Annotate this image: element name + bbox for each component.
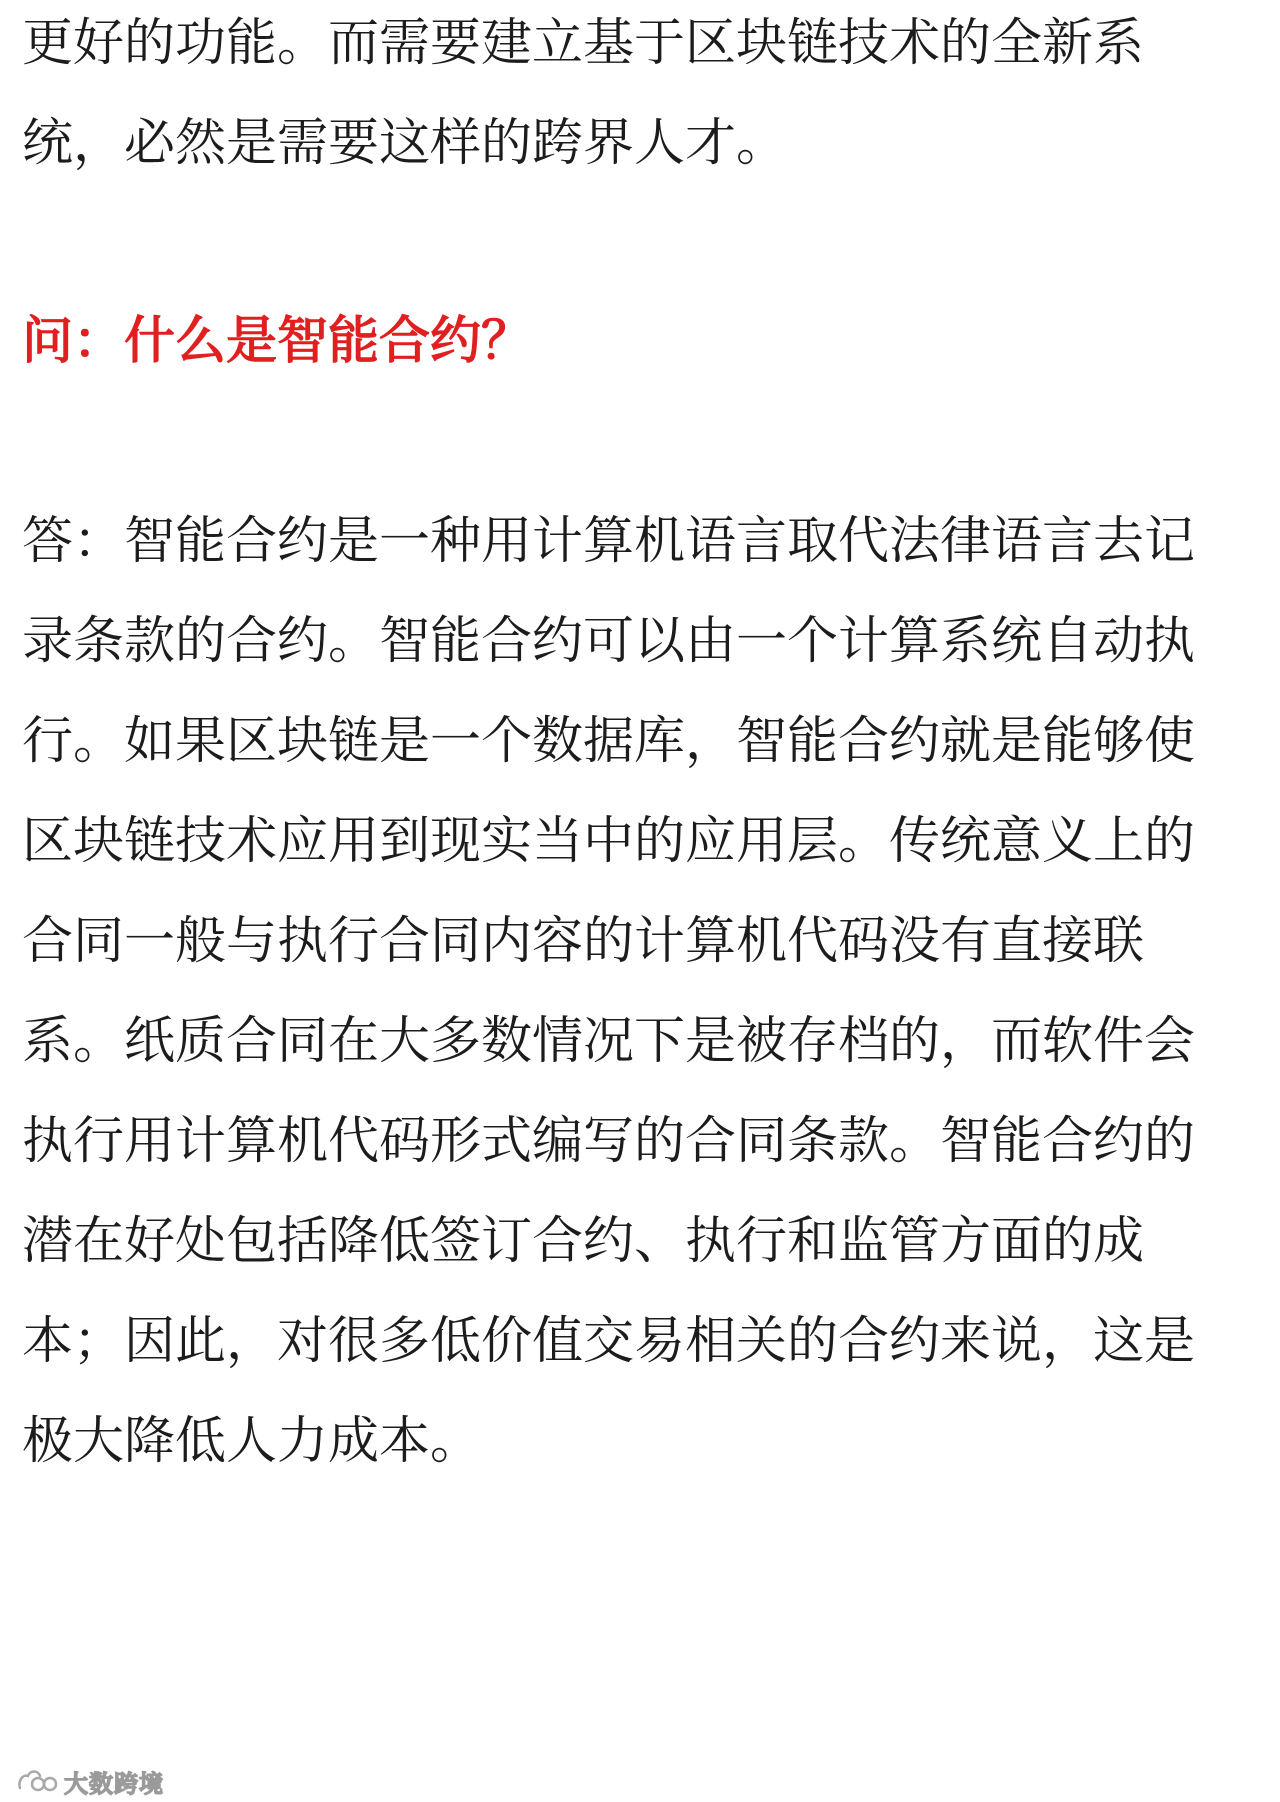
watermark-logo-icon — [16, 1768, 58, 1794]
answer-line-7: 执行用计算机代码形式编写的合同条款。智能合约的 — [22, 1112, 1196, 1171]
answer-line-3: 行。如果区块链是一个数据库，智能合约就是能够使 — [22, 712, 1196, 771]
watermark — [16, 1766, 164, 1796]
answer-line-5: 合同一般与执行合同内容的计算机代码没有直接联 — [22, 912, 1145, 971]
answer-line-8: 潜在好处包括降低签订合约、执行和监管方面的成 — [22, 1212, 1145, 1271]
answer-line-9: 本；因此，对很多低价值交易相关的合约来说，这是 — [22, 1312, 1196, 1371]
answer-line-4: 区块链技术应用到现实当中的应用层。传统意义上的 — [22, 812, 1196, 871]
answer-line-1: 答：智能合约是一种用计算机语言取代法律语言去记 — [22, 512, 1196, 571]
intro-line-1: 更好的功能。而需要建立基于区块链技术的全新系 — [22, 14, 1145, 73]
answer-line-2: 录条款的合约。智能合约可以由一个计算系统自动执 — [22, 612, 1196, 671]
answer-line-6: 系。纸质合同在大多数情况下是被存档的，而软件会 — [22, 1012, 1196, 1071]
watermark-text: 大数跨境 — [64, 1769, 164, 1798]
answer-line-10: 极大降低人力成本。 — [22, 1412, 482, 1471]
question-heading: 问：什么是智能合约？ — [22, 312, 533, 371]
intro-line-2: 统，必然是需要这样的跨界人才。 — [22, 114, 788, 173]
